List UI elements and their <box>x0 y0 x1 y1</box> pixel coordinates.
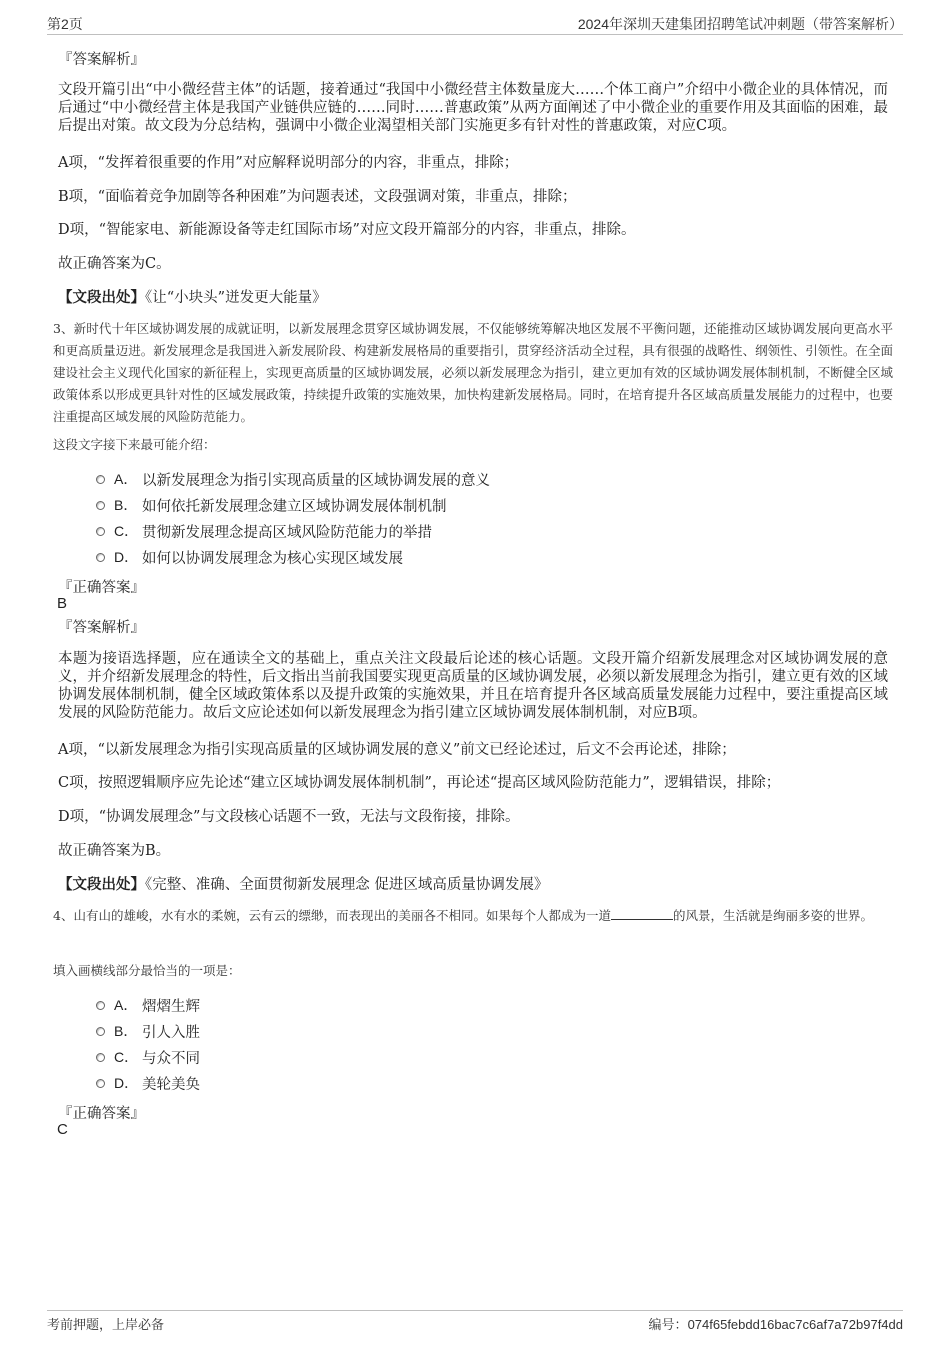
conclusion: 故正确答案为B。 <box>58 843 171 859</box>
document-title: 2024年深圳天建集团招聘笔试冲刺题（带答案解析） <box>577 16 903 32</box>
radio-icon[interactable] <box>96 1001 105 1010</box>
question-4-option-a[interactable] <box>96 995 200 1015</box>
question-3-option-d[interactable] <box>96 547 403 567</box>
footer-slogan: 考前押题，上岸必备 <box>47 1318 165 1333</box>
question-3-prompt: 这段文字接下来最可能介绍： <box>53 437 216 452</box>
analysis-paragraph: 文段开篇引出“中小微经营主体”的话题，接着通过“我国中小微经营主体数量庞大……个体工商户”介绍中小微企业的具体情况，而后通过“中小微经营主体是我国产业链供应链的……同时……普惠政策”从两方面阐述了中小微企业的重要作用及其面临的困难，最后提出对策。故文段为分总结构，强调中小微企业渴望相关部门实施更多有针对性的普惠政策，对应C项。 <box>58 82 888 134</box>
correct-answer-label: 『正确答案』 <box>58 580 145 596</box>
radio-icon[interactable] <box>96 1027 105 1036</box>
source-citation <box>58 873 548 894</box>
option-text: 如何以协调发展理念为核心实现区域发展 <box>142 550 403 567</box>
option-letter: A． <box>114 997 138 1013</box>
fill-in-blank <box>611 907 673 920</box>
correct-answer: B <box>57 595 68 612</box>
radio-icon[interactable] <box>96 501 105 510</box>
option-letter: B． <box>114 497 138 513</box>
footer-divider <box>47 1310 903 1311</box>
source-label: 【文段出处】 <box>58 876 145 893</box>
source-title: 《完整、准确、全面贯彻新发展理念 促进区域高质量协调发展》 <box>145 877 549 893</box>
question-3-option-b[interactable] <box>96 495 447 515</box>
option-text: 熠熠生辉 <box>142 998 200 1015</box>
analysis-label: 『答案解析』 <box>58 52 145 68</box>
question-4-text <box>53 905 893 927</box>
analysis-option-c: C项，按照逻辑顺序应先论述“建立区域协调发展体制机制”，再论述“提高区域风险防范能力”，逻辑错误，排除； <box>58 775 781 791</box>
header-divider <box>47 34 903 35</box>
serial-number: 074f65febdd16bac7c6af7a72b97f4dd <box>687 1317 903 1332</box>
radio-icon[interactable] <box>96 1053 105 1062</box>
question-4-prompt: 填入画横线部分最恰当的一项是： <box>53 963 241 978</box>
conclusion: 故正确答案为C。 <box>58 256 171 272</box>
radio-icon[interactable] <box>96 475 105 484</box>
source-title: 《让“小块头”迸发更大能量》 <box>145 290 327 306</box>
correct-answer: C <box>57 1121 68 1138</box>
option-text: 如何依托新发展理念建立区域协调发展体制机制 <box>142 498 447 515</box>
option-letter: C． <box>114 523 139 539</box>
question-4-text-before: 4、山有山的雄峻，水有水的柔婉，云有云的缥缈，而表现出的美丽各不相同。如果每个人都成为一道 <box>53 908 611 923</box>
question-4-option-d[interactable] <box>96 1073 200 1093</box>
option-text: 贯彻新发展理念提高区域风险防范能力的举措 <box>142 524 432 541</box>
option-letter: D． <box>114 549 139 565</box>
question-4-option-c[interactable] <box>96 1047 200 1067</box>
source-citation <box>58 286 327 307</box>
analysis-option-d: D项，“协调发展理念”与文段核心话题不一致，无法与文段衔接，排除。 <box>58 809 520 825</box>
source-label: 【文段出处】 <box>58 289 145 306</box>
analysis-option-a: A项，“以新发展理念为指引实现高质量的区域协调发展的意义”前文已经论述过，后文不会再论述，排除； <box>58 742 736 758</box>
question-3-option-a[interactable] <box>96 469 490 489</box>
radio-icon[interactable] <box>96 553 105 562</box>
radio-icon[interactable] <box>96 527 105 536</box>
radio-icon[interactable] <box>96 1079 105 1088</box>
option-letter: A． <box>114 471 138 487</box>
question-3-option-c[interactable] <box>96 521 432 541</box>
question-4-text-after: 的风景，生活就是绚丽多姿的世界。 <box>672 908 873 923</box>
question-3-text: 3、新时代十年区域协调发展的成就证明，以新发展理念贯穿区域协调发展，不仅能够统筹解决地区发展不平衡问题，还能推动区域协调发展向更高水平和更高质量迈进。新发展理念是我国进入新发展阶段、构建新发展格局的重要指引，贯穿经济活动全过程，具有很强的战略性、纲领性、引领性。在全面建设社会主义现代化国家的新征程上，实现更高质量的区域协调发展，必须以新发展理念为指引，建立更加有效的区域协调发展体制机制，不断健全区域政策体系以形成更具针对性的区域发展政策，持续提升政策的实施效果，加快构建新发展格局。同时，在培育提升各区域高质量发展能力的过程中，也要注重提高区域发展的风险防范能力。 <box>53 321 893 424</box>
correct-answer-label: 『正确答案』 <box>58 1106 145 1122</box>
document-serial <box>649 1314 903 1333</box>
analysis-option-b: B项，“面临着竞争加剧等各种困难”为问题表述，文段强调对策，非重点，排除； <box>58 189 577 205</box>
option-letter: D． <box>114 1075 139 1091</box>
analysis-option-d: D项，“智能家电、新能源设备等走红国际市场”对应文段开篇部分的内容，非重点，排除。 <box>58 222 636 238</box>
analysis-label: 『答案解析』 <box>58 620 145 636</box>
option-letter: C． <box>114 1049 139 1065</box>
page-number: 第2页 <box>47 16 83 32</box>
question-4-option-b[interactable] <box>96 1021 200 1041</box>
analysis-paragraph: 本题为接语选择题，应在通读全文的基础上，重点关注文段最后论述的核心话题。文段开篇介绍新发展理念对区域协调发展的意义，并介绍新发展理念的特性，后文指出当前我国要实现更高质量的区域协调发展，必须以新发展理念为指引，建立更有效的区域协调发展体制机制，健全区域政策体系以及提升政策的实施效果，并且在培育提升各区域高质量发展能力过程中，要注重提高区域发展的风险防范能力。故后文应论述如何以新发展理念为指引建立区域协调发展体制机制，对应B项。 <box>58 651 888 721</box>
option-letter: B． <box>114 1023 138 1039</box>
option-text: 以新发展理念为指引实现高质量的区域协调发展的意义 <box>142 472 490 489</box>
option-text: 引人入胜 <box>142 1024 200 1041</box>
analysis-option-a: A项，“发挥着很重要的作用”对应解释说明部分的内容，非重点，排除； <box>58 155 519 171</box>
option-text: 美轮美奂 <box>142 1076 200 1093</box>
option-text: 与众不同 <box>142 1050 200 1067</box>
serial-label: 编号： <box>648 1317 688 1332</box>
